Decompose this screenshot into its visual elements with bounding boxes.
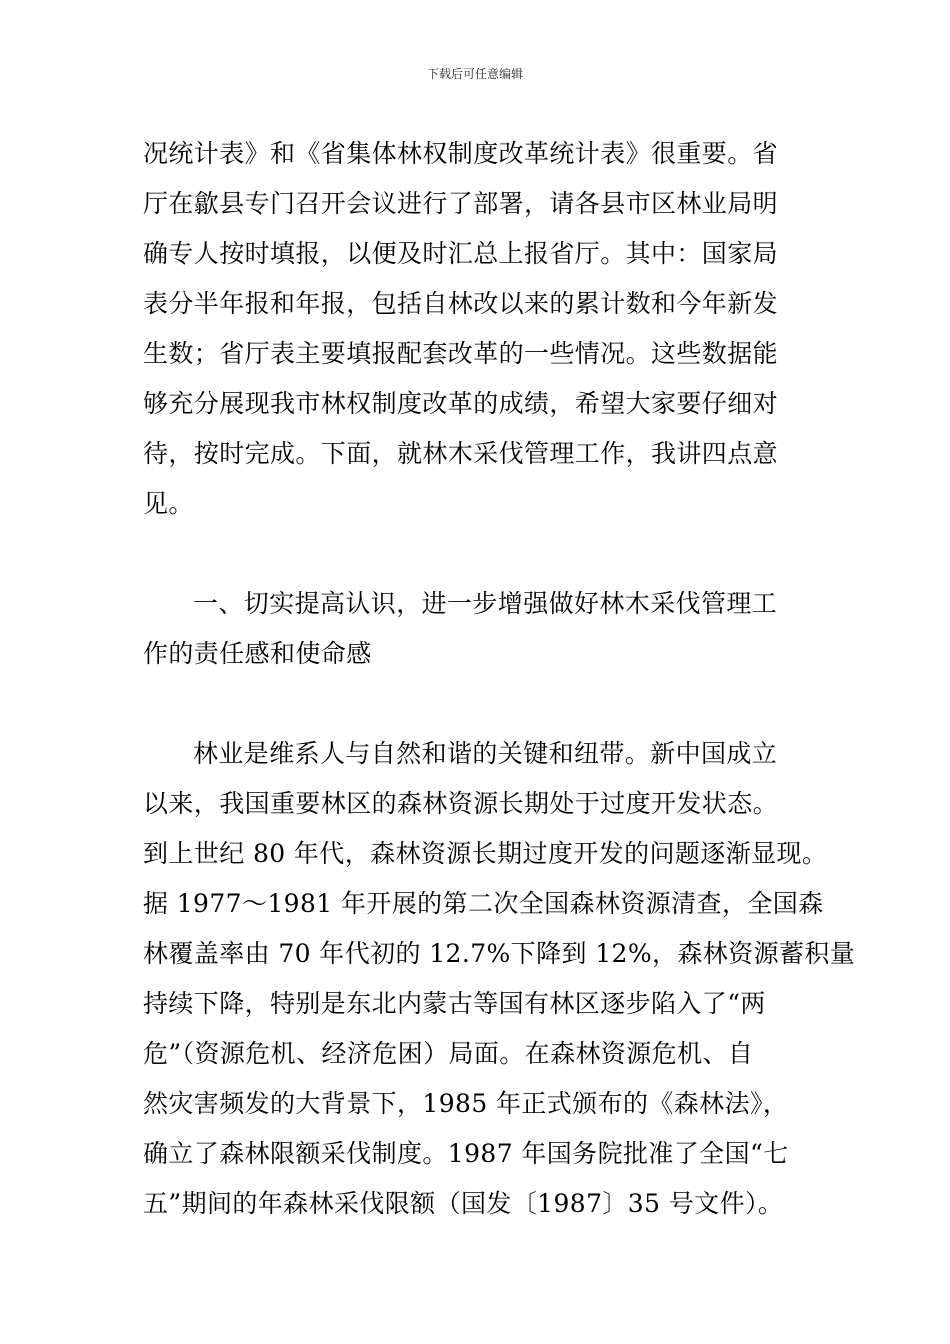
text-line: 林覆盖率由 70 年代初的 12.7%下降到 12%，森林资源蓄积量 bbox=[143, 939, 856, 968]
heading-line: 作的责任感和使命感 bbox=[143, 639, 372, 668]
document-body bbox=[143, 129, 856, 1229]
section-heading-1 bbox=[143, 579, 823, 679]
text-line: 危”（资源危机、经济危困）局面。在森林资源危机、自 bbox=[143, 1039, 754, 1068]
text-line: 厅在歙县专门召开会议进行了部署，请各县市区林业局明 bbox=[143, 189, 779, 218]
text-line: 表分半年报和年报，包括自林改以来的累计数和今年新发 bbox=[143, 289, 779, 318]
text-line: 据 1977～1981 年开展的第二次全国森林资源清查，全国森 bbox=[143, 889, 824, 918]
text-line: 到上世纪 80 年代，森林资源长期过度开发的问题逐渐显现。 bbox=[143, 839, 828, 868]
text-line: 生数；省厅表主要填报配套改革的一些情况。这些数据能 bbox=[143, 339, 779, 368]
paragraph-spacer bbox=[143, 679, 823, 729]
paragraph-1 bbox=[143, 129, 823, 529]
text-line: 确立了森林限额采伐制度。1987 年国务院批准了全国“七 bbox=[143, 1139, 789, 1168]
page-header: 下载后可任意编辑 bbox=[426, 67, 523, 81]
text-line: 林业是维系人与自然和谐的关键和纽带。新中国成立 bbox=[193, 739, 778, 768]
text-line: 五”期间的年森林采伐限额（国发〔1987〕35 号文件）。 bbox=[143, 1189, 784, 1218]
text-line: 况统计表》和《省集体林权制度改革统计表》很重要。省 bbox=[143, 139, 779, 168]
text-line: 待，按时完成。下面，就林木采伐管理工作，我讲四点意 bbox=[143, 439, 779, 468]
paragraph-spacer bbox=[143, 529, 823, 579]
text-line: 见。 bbox=[143, 489, 194, 518]
text-line: 以来，我国重要林区的森林资源长期处于过度开发状态。 bbox=[143, 789, 779, 818]
text-line: 确专人按时填报，以便及时汇总上报省厅。其中：国家局 bbox=[143, 239, 779, 268]
text-line: 够充分展现我市林权制度改革的成绩，希望大家要仔细对 bbox=[143, 389, 779, 418]
text-line: 然灾害频发的大背景下，1985 年正式颁布的《森林法》， bbox=[143, 1089, 789, 1118]
text-line: 持续下降，特别是东北内蒙古等国有林区逐步陷入了“两 bbox=[143, 989, 766, 1018]
paragraph-2 bbox=[143, 729, 856, 1229]
heading-line: 一、切实提高认识，进一步增强做好林木采伐管理工 bbox=[193, 589, 778, 618]
